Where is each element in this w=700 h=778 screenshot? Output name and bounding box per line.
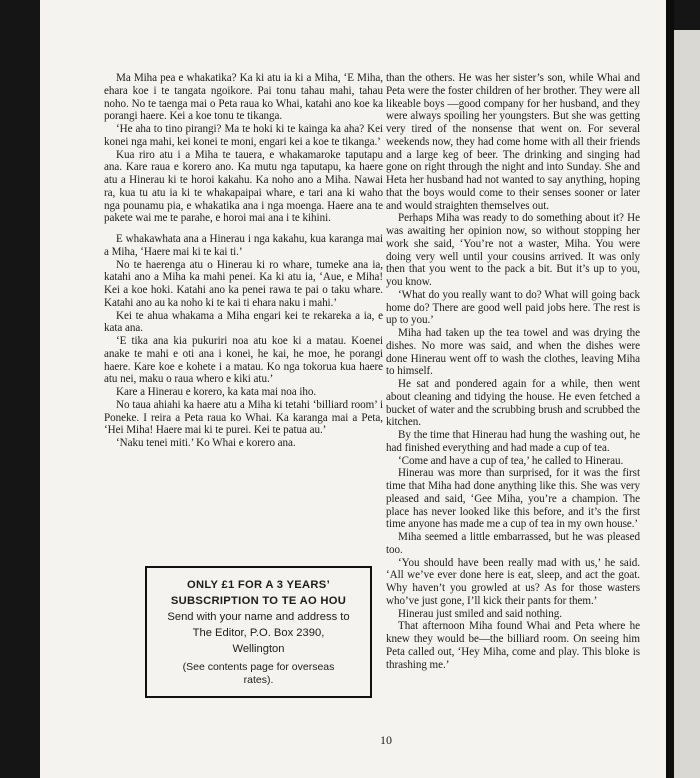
paragraph: ‘You should have been really mad with us,’ he said. ‘All we’ve ever done here is eat, sleep, and act the goat. Why haven’t you growled at us? As for those wasters who’ve just gone, I’ll kick their pants for them.’ xyxy=(386,556,640,607)
paragraph: Kei te ahua whakama a Miha engari kei te rekareka a ia, e kata ana. xyxy=(104,309,383,335)
notice-rates-line: rates). xyxy=(243,674,274,686)
page-number: 10 xyxy=(380,733,392,747)
paragraph: Hinerau was more than surprised, for it was the first time that Miha had done anything like this. She was very pleased and said, ‘Gee Miha, you’re a champion. The place has never looked like this before, and it’s the first time anyone has made me a cup of tea in my own house.’ xyxy=(386,467,640,531)
paragraph: Ma Miha pea e whakatika? Ka ki atu ia ki a Miha, ‘E Miha, ehara koe i te tangata ngoikore. Pai tonu tahau mahi, tahau noho. No te taenga mai o Peta raua ko Whai, katahi ano koe ka porangi haere. Kei a koe tonu te tikanga. xyxy=(104,72,383,123)
paragraph: He sat and pondered again for a while, then went about cleaning and tidying the house. He even fetched a bucket of water and the scrubbing brush and scrubbed the kitchen. xyxy=(386,378,640,429)
right-column-english-text xyxy=(386,72,640,671)
paragraph: Miha had taken up the tea towel and was drying the dishes. No more was said, and when the dishes were done Hinerau went off to wash the clothes, leaving Miha to himself. xyxy=(386,327,640,378)
notice-address-line: The Editor, P.O. Box 2390, xyxy=(192,627,325,639)
paragraph: ‘He aha to tino pirangi? Ma te hoki ki te kainga ka aha? Kei konei nga mahi, kei konei te moni, engari kei a koe te tikanga.’ xyxy=(104,123,383,148)
notice-send-line: Send with your name and address to xyxy=(167,611,350,623)
paragraph: ‘Naku tenei miti.’ Ko Whai e korero ana. xyxy=(116,437,296,449)
paragraph: Miha seemed a little embarrassed, but he was pleased too. xyxy=(386,531,640,556)
notice-overseas-line: (See contents page for overseas xyxy=(182,661,335,673)
subscription-notice-box xyxy=(145,566,372,698)
notice-heading-line2: SUBSCRIPTION TO TE AO HOU xyxy=(170,595,347,607)
paragraph: No te haerenga atu o Hinerau ki ro whare, tumeke ana ia, katahi ano a Miha ka mahi penei. Ka ki atu ia, ‘Aue, e Miha! Kei a koe hoki. Katahi ano ka penei rawa te pai o taku whare. Katahi ano au ka noho ki te kai ti ehara naku i mahi.’ xyxy=(104,258,383,309)
paragraph: Kare a Hinerau e korero, ka kata mai noa iho. xyxy=(116,386,317,398)
paragraph: Hinerau just smiled and said nothing. xyxy=(398,607,562,620)
paragraph: No taua ahiahi ka haere atu a Miha ki tetahi ‘billiard room’ i Poneke. I reira a Peta raua ko Whai. Ka karanga mai a Peta, ‘Hei Miha! Haere mai ki te purei. Kei te patua au.’ xyxy=(104,398,383,437)
notice-city-line: Wellington xyxy=(232,643,285,655)
page-spine-shadow xyxy=(666,0,674,778)
left-column-maori-text xyxy=(104,72,383,450)
paragraph: ‘E tika ana kia pukuriri noa atu koe ki a matau. Koenei anake te mahi e oti ana i konei, he kai, he moe, he porangi haere. Kare koe e kohete i a matau. Ko nga tokorua kua haere atu nei, maku o raua whero e kiki atu.’ xyxy=(104,335,383,386)
paragraph: Kua riro atu i a Miha te tauera, e whakamaroke taputapu ana. Kare raua e korero ano. Ka mutu nga taputapu, ka haere atu a Hinerau ki te horoi kakahu. Ka noho ano a Miha. Nawai ra, kua tu atu ia ki te whakapaipai whare, e tari ana ki waho nga pounamu pia, e whakatika ana i nga moenga. Haere ana te pakete wai me te parahe, e horoi mai ana i te kihini. xyxy=(104,148,383,225)
paragraph: than the others. He was her sister’s son, while Whai and Peta were the foster children of her brother. They were all likeable boys —good company for her husband, and they were always spoiling her youngsters. But she was getting very tired of the nonsense that went on. For several weekends now, they had come home with all their friends and a large keg of beer. The drinking and singing had gone on right through the night and into Sunday. She and Heta her husband had not wanted to say anything, hoping that the boys would come to their senses sooner or later and would straighten themselves out. xyxy=(386,72,640,212)
notice-heading-line1: ONLY £1 FOR A 3 YEARS’ xyxy=(187,579,330,591)
paragraph: Perhaps Miha was ready to do something about it? He was awaiting her opinion now, so without stopping her work she said, ‘You’re not a waster, Miha. You were doing very well until your cousins arrived. It was only then that you went to the pack a bit. But it’s up to you, you know. xyxy=(386,212,640,288)
facing-page-edge xyxy=(674,30,700,778)
paragraph: E whakawhata ana a Hinerau i nga kakahu, kua karanga mai a Miha, ‘Haere mai ki te kai ti.’ xyxy=(104,233,383,258)
paragraph: ‘Come and have a cup of tea,’ he called to Hinerau. xyxy=(398,454,624,467)
paragraph: By the time that Hinerau had hung the washing out, he had finished everything and had made a cup of tea. xyxy=(386,429,640,454)
paragraph: That afternoon Miha found Whai and Peta where he knew they would be—the billiard room. On seeing him Peta called out, ‘Hey Miha, come and play. This bloke is thrashing me.’ xyxy=(386,620,640,671)
paragraph: ‘What do you really want to do? What will going back home do? There are good well paid jobs here. The rest is up to you.’ xyxy=(386,288,640,327)
